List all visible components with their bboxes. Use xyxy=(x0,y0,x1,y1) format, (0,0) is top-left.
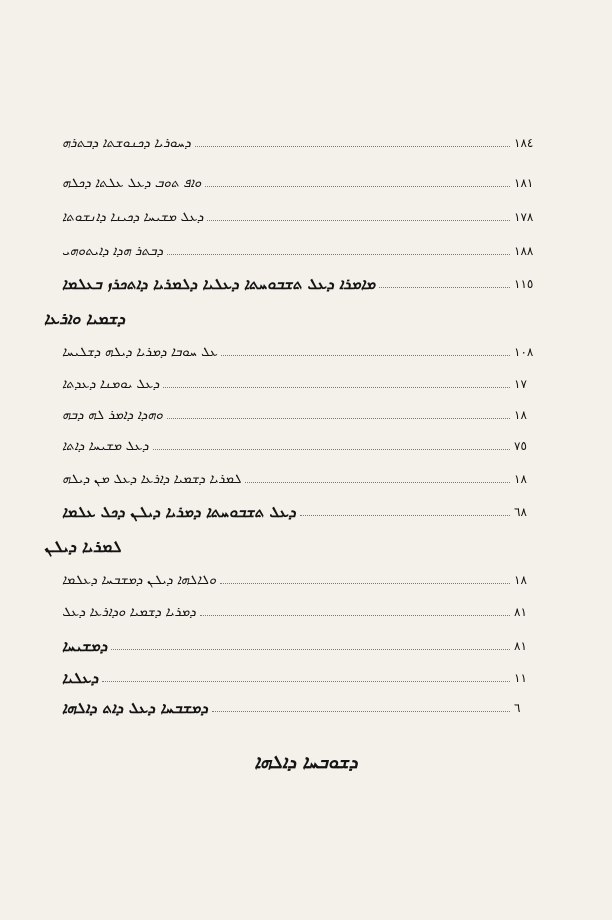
toc-entry-title: ܡܐܡܪܐ ܕܥܠ ܬܫܒܘܚܬܐ ܕܥܠܝܐ ܕܠܡܪܝܐ ܕܐܬܟܪܙ ܒܥܠܡܐ xyxy=(62,275,376,293)
toc-page-number: ٨١ xyxy=(514,639,527,653)
dot-leader xyxy=(167,418,510,419)
toc-entry xyxy=(56,434,540,458)
dot-leader xyxy=(379,287,510,288)
dot-leader xyxy=(163,387,510,388)
toc-page-number: ٨١ xyxy=(514,605,527,619)
toc-entry-title: ܕܥܠ ܬܫܒܘܚܬܐ ܕܡܪܝܐ ܕܝܠܢ ܕܟܠ ܥܠܡܐ xyxy=(62,503,296,521)
toc-page-number: ١٧ xyxy=(514,377,527,391)
toc-page-number: ١٨ xyxy=(514,408,527,422)
toc-entry xyxy=(56,340,540,364)
toc-entry-title: ܕܥܠ ܝܘܡܢܐ ܕܥܕܬܐ xyxy=(62,376,160,392)
dot-leader xyxy=(220,583,510,584)
toc-entry-title: ܥܠ ܚܘܒܐ ܕܡܪܝܐ ܕܝܠܗ ܕܫܠܝܚܐ xyxy=(62,344,218,360)
toc-entry-title: ܠܡܪܝܐ ܕܫܡܝܐ ܕܐܪܥܐ ܕܥܠ ܡܢ ܕܝܠܗ xyxy=(62,471,242,487)
toc-entry xyxy=(56,131,540,155)
toc-entry xyxy=(56,696,540,720)
dot-leader xyxy=(207,220,510,221)
toc-page-number: ١٨ xyxy=(514,472,527,486)
toc-entry xyxy=(56,239,540,263)
toc-page-number: ٦٨ xyxy=(514,505,527,519)
toc-page-number: ١٨٤ xyxy=(514,136,534,150)
toc-page-number: ١٨١ xyxy=(514,176,534,190)
toc-entry xyxy=(56,600,540,624)
toc-entry xyxy=(56,205,540,229)
dot-leader xyxy=(153,449,510,450)
dot-leader xyxy=(200,615,510,616)
toc-entry xyxy=(56,634,540,658)
toc-page-number: ١٠٨ xyxy=(514,345,534,359)
dot-leader xyxy=(195,146,510,147)
toc-entry xyxy=(56,171,540,195)
dot-leader xyxy=(212,711,510,712)
toc-page-number: ١٨٨ xyxy=(514,244,534,258)
dot-leader xyxy=(102,681,510,682)
toc-section-heading: ܠܡܪܝܐ ܕܝܠܢ xyxy=(44,537,122,556)
toc-entry xyxy=(56,372,540,396)
toc-section-heading: ܕܫܡܝܐ ܘܐܪܥܐ xyxy=(44,309,125,328)
toc-entry-title: ܘܐܦ ܬܘܒ ܕܥܠ ܥܠܬܐ ܕܟܠܗ xyxy=(62,175,202,191)
toc-entry xyxy=(56,467,540,491)
toc-entry-title: ܕܚܘܪܝܐ ܕܟܢܘܫܬܐ ܕܒܬܪܗ xyxy=(62,135,191,151)
toc-entry xyxy=(56,568,540,592)
toc-entry xyxy=(56,500,540,524)
dot-leader xyxy=(205,186,510,187)
toc-entry xyxy=(56,272,540,296)
toc-entry-title: ܕܒܬܪ ܗܕܐ ܕܐܝܬܘܗܝ xyxy=(62,243,164,259)
dot-leader xyxy=(245,482,510,483)
toc-page-number: ١١ xyxy=(514,671,527,685)
toc-entry-title: ܕܥܠܝܐ xyxy=(62,669,99,687)
dot-leader xyxy=(111,649,510,650)
toc-page-number: ٧٥ xyxy=(514,439,527,453)
toc-entry-title: ܘܗܕܐ ܕܐܡܪ ܠܗ ܕܒܗ xyxy=(62,407,163,423)
toc-entry-title: ܕܡܫܒܚܐ ܕܥܠ ܕܐܬ ܕܐܠܗܐ xyxy=(62,699,208,717)
toc-entry-title: ܘܠܐܠܗܐ ܕܝܠܢ ܕܡܫܒܚܐ ܕܥܠܡܐ xyxy=(62,572,217,588)
dot-leader xyxy=(221,355,510,356)
toc-entry-title: ܕܥܠ ܡܫܝܚܐ ܕܟܝܢܐ ܕܐܢܫܘܬܐ xyxy=(62,209,204,225)
toc-entry-title: ܕܥܠ ܡܫܝܚܐ ܕܐܬܐ xyxy=(62,438,149,454)
toc-page-number: ١٧٨ xyxy=(514,210,534,224)
toc-entry-title: ܕܡܫܝܚܐ xyxy=(62,637,108,655)
toc-entry xyxy=(56,403,540,427)
dot-leader xyxy=(300,515,510,516)
toc-page-number: ٦ xyxy=(514,701,521,715)
page-heading: ܕܫܘܒܚܐ ܕܐܠܗܐ xyxy=(254,752,358,773)
toc-entry-title: ܕܡܪܝܐ ܕܫܡܝܐ ܘܕܐܪܥܐ ܕܥܠ xyxy=(62,604,196,620)
dot-leader xyxy=(167,254,510,255)
toc-page-number: ١٨ xyxy=(514,573,527,587)
toc-page-number: ١١٥ xyxy=(514,277,534,291)
toc-entry xyxy=(56,666,540,690)
